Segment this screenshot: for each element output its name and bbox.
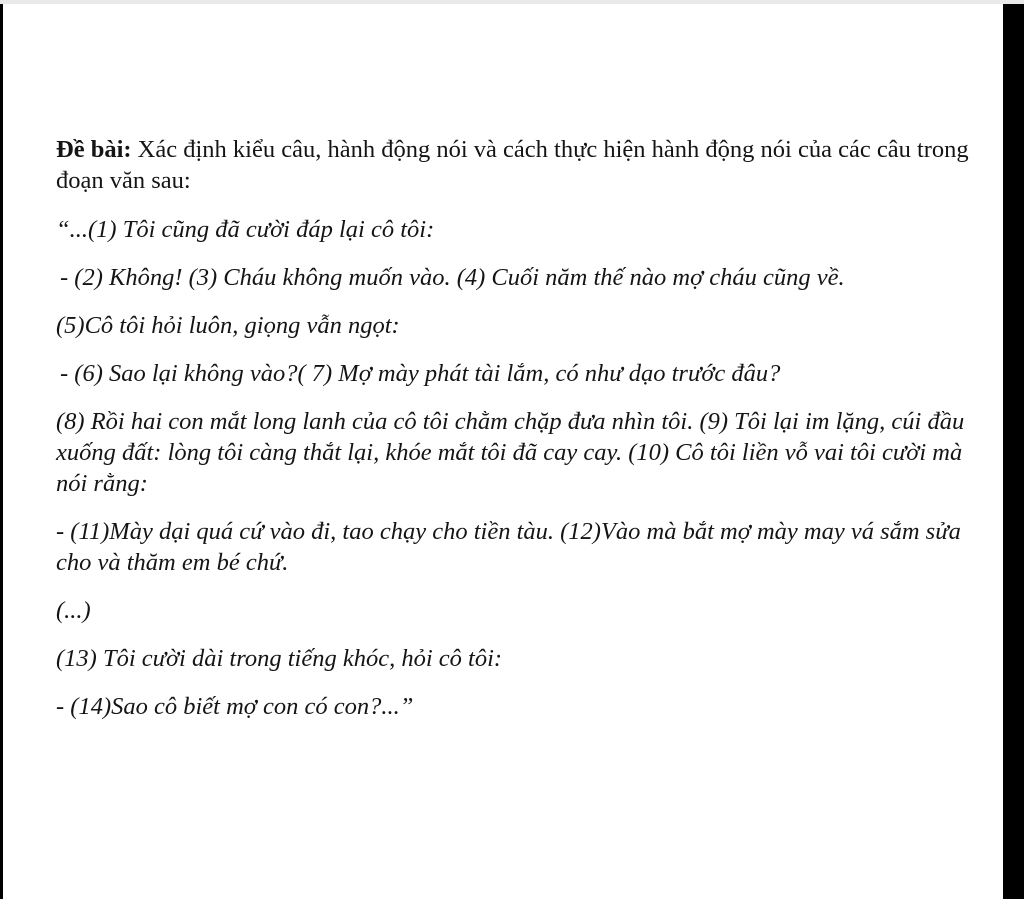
- assignment-heading: [56, 134, 986, 196]
- passage-line-9: - (14)Sao cô biết mợ con có con?...”: [56, 693, 414, 720]
- heading-label: Đề bài:: [56, 136, 132, 163]
- passage-paragraph-6: - (11)Mày dại quá cứ vào đi, tao chạy cho tiền tàu. (12)Vào mà bắt mợ mày may vá sắm sửa cho và thăm em bé chứ.: [56, 518, 961, 576]
- passage-line-3: (5)Cô tôi hỏi luôn, giọng vẫn ngọt:: [56, 312, 400, 339]
- passage-line-1: “...(1) Tôi cũng đã cười đáp lại cô tôi:: [56, 216, 435, 243]
- document-body: [56, 134, 986, 739]
- passage-line-2: - (2) Không! (3) Cháu không muốn vào. (4) Cuối năm thế nào mợ cháu cũng về.: [60, 264, 845, 291]
- passage-ellipsis: (...): [56, 597, 91, 624]
- passage-line-8: (13) Tôi cười dài trong tiếng khóc, hỏi cô tôi:: [56, 645, 503, 672]
- heading-text: Xác định kiểu câu, hành động nói và cách thực hiện hành động nói của các câu trong đoạn văn sau:: [56, 136, 969, 194]
- passage-line-4: - (6) Sao lại không vào?( 7) Mợ mày phát tài lắm, có như dạo trước đâu?: [60, 360, 781, 387]
- passage-paragraph-5: (8) Rồi hai con mắt long lanh của cô tôi chằm chặp đưa nhìn tôi. (9) Tôi lại im lặng, cúi đầu xuống đất: lòng tôi càng thắt lại, khóe mắt tôi đã cay cay. (10) Cô tôi liền vỗ vai tôi cười mà nói rằng:: [56, 408, 965, 497]
